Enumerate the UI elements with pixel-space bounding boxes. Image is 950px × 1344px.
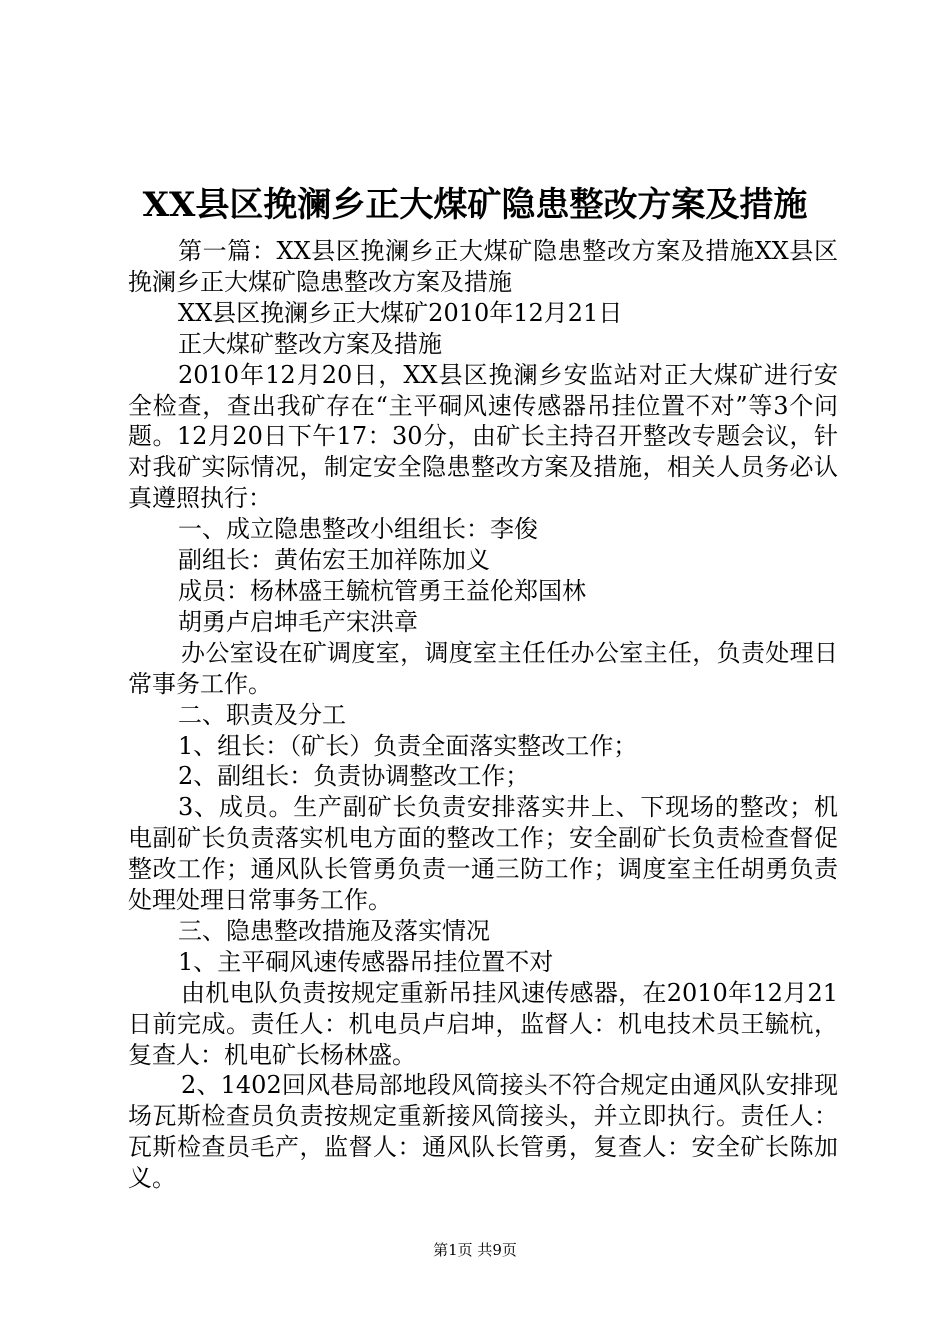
paragraph-date: XX县区挽澜乡正大煤矿2010年12月21日: [178, 298, 623, 327]
paragraph-section-3: 三、隐患整改措施及落实情况: [178, 916, 490, 945]
paragraph-issue-1: 1、主平硐风速传感器吊挂位置不对: [178, 947, 554, 976]
paragraph-issue-2: 2、1402回风巷局部地段风筒接头不符合规定由通风队安排现场瓦斯检查员负责按规定重新接风筒接头，并立即执行。责任人：瓦斯检查员毛产，监督人：通风队长管勇，复查人：安全矿长陈加义。: [128, 1071, 838, 1193]
document-title: XX县区挽澜乡正大煤矿隐患整改方案及措施: [142, 185, 808, 225]
paragraph-office: 办公室设在矿调度室，调度室主任任办公室主任，负责处理日常事务工作。: [128, 638, 838, 698]
paragraph-members-cont: 胡勇卢启坤毛产宋洪章: [178, 607, 418, 636]
paragraph-duty-3: 3、成员。生产副矿长负责安排落实井上、下现场的整改；机电副矿长负责落实机电方面的整改工作；安全副矿长负责检查督促整改工作；通风队长管勇负责一通三防工作；调度室主任胡勇负责处理处理日常事务工作。: [128, 793, 838, 915]
paragraph-subtitle: 正大煤矿整改方案及措施: [178, 329, 442, 358]
document-body: [128, 236, 838, 1194]
paragraph-intro: 第一篇：XX县区挽澜乡正大煤矿隐患整改方案及措施XX县区挽澜乡正大煤矿隐患整改方案及措施: [128, 237, 838, 296]
paragraph-members: 成员：杨林盛王毓杭管勇王益伦郑国林: [178, 576, 586, 605]
paragraph-section-2: 二、职责及分工: [178, 700, 346, 729]
paragraph-issue-1-action: 由机电队负责按规定重新吊挂风速传感器，在2010年12月21日前完成。责任人：机电员卢启坤，监督人：机电技术员王毓杭，复查人：机电矿长杨林盛。: [128, 978, 838, 1069]
paragraph-duty-1: 1、组长：（矿长）负责全面落实整改工作；: [178, 731, 638, 760]
page-footer: 第1页 共9页: [433, 1241, 517, 1259]
paragraph-deputy-leaders: 副组长：黄佑宏王加祥陈加义: [178, 546, 490, 575]
paragraph-section-1: 一、成立隐患整改小组组长：李俊: [178, 515, 538, 544]
paragraph-background: 2010年12月20日，XX县区挽澜乡安监站对正大煤矿进行安全检查，查出我矿存在“主平硐风速传感器吊挂位置不对”等3个问题。12月20日下午17：30分，由矿长主持召开整改专题会议，针对我矿实际情况，制定安全隐患整改方案及措施，相关人员务必认真遵照执行：: [128, 360, 838, 513]
paragraph-duty-2: 2、副组长：负责协调整改工作；: [178, 762, 530, 791]
